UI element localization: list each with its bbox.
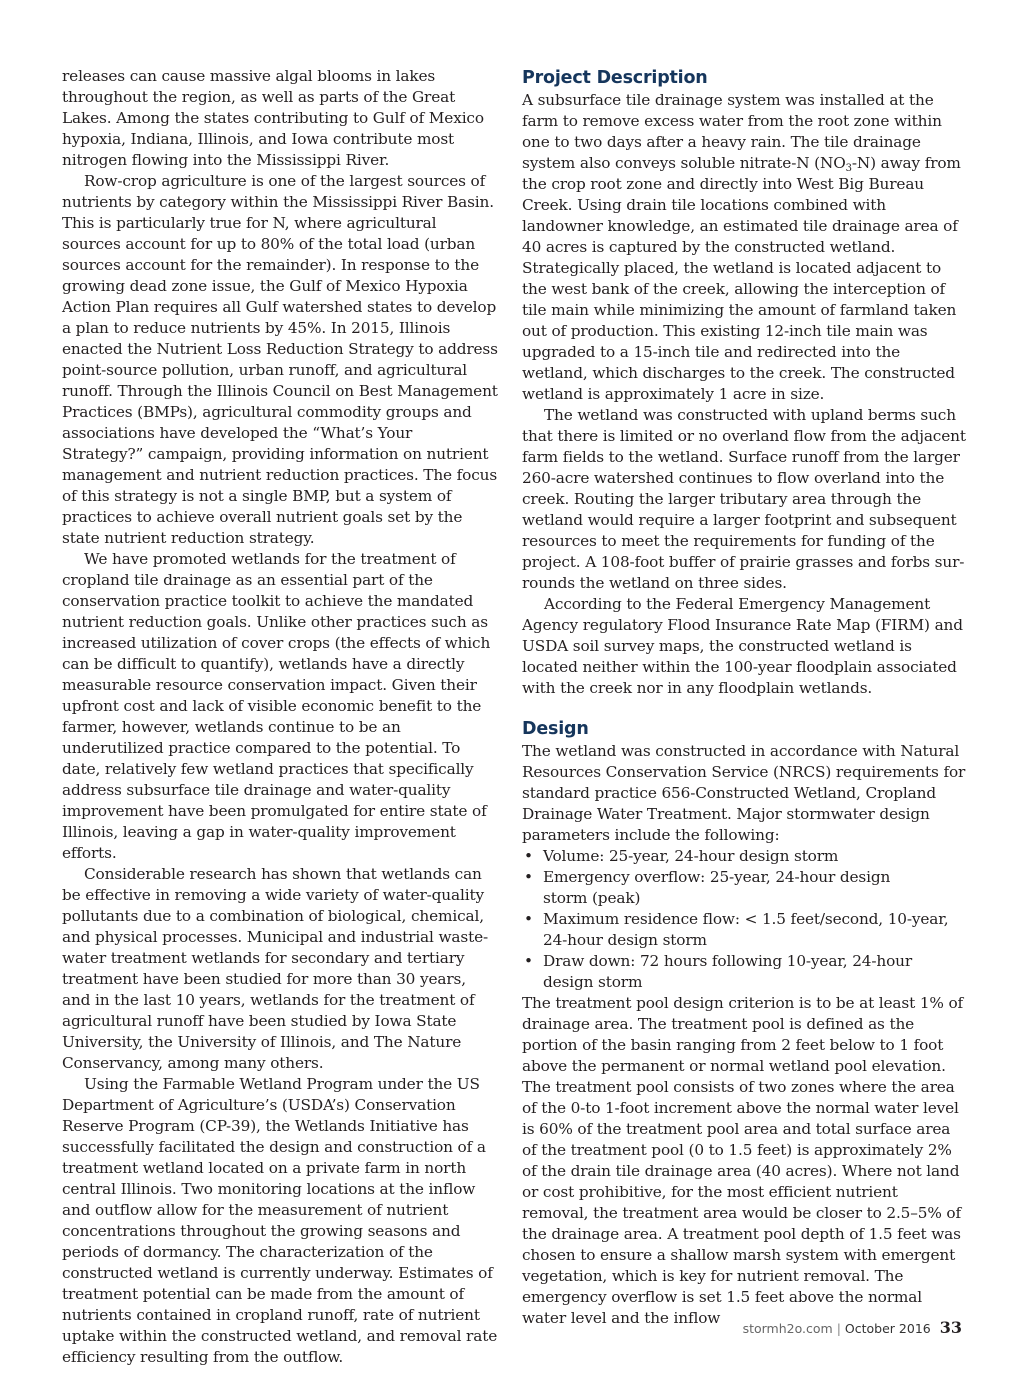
footer-issue-date: October 2016 — [844, 1321, 931, 1336]
footer-separator: | — [836, 1321, 841, 1336]
list-item-line: • Maximum residence flow: < 1.5 feet/second, 10-year, — [543, 910, 949, 928]
design-heading: Design — [522, 719, 589, 739]
body-paragraph: We have promoted wetlands for the treatment of cropland tile drainage as an essential part of the conservation practice toolkit to achieve the mandated nutrient reduction goals. Unlike other practices such as increased utilization of cover crops (the effects of which can be difficult to quantify), wetlands have a directly measurable resource conservation impact. Given their upfront cost and lack of visible economic benefit to the farmer, however, wetlands continue to be an underutilized practice compared to the potential. To date, relatively few wetland practices that specifically address subsurface tile drainage and water-quality improvement have been promulgated for entire state of Illinois, leaving a gap in water-quality improvement efforts. — [62, 550, 491, 862]
body-paragraph — [522, 90, 966, 405]
list-item-line: 24-hour design storm — [543, 931, 707, 949]
list-item — [522, 909, 966, 951]
list-item — [522, 846, 966, 867]
subscript-three: 3 — [845, 163, 852, 174]
list-item-line: design storm — [543, 973, 643, 991]
nitrate-text-start: A subsurface tile drainage system was installed at the farm to remove excess water from the root zone within one to two days after a heavy rain. The tile drainage system also conveys soluble nitrate-N (NO — [522, 91, 942, 172]
list-item-line: • Emergency overflow: 25-year, 24-hour design — [543, 868, 891, 886]
body-paragraph: The wetland was constructed with upland berms such that there is limited or no overland flow from the adjacent farm fields to the wetland. Surface runoff from the larger 260-acre watershed continues to flow overland into the creek. Routing the larger tributary area through the wetland would require a larger footprint and subsequent resources to meet the requirements for funding of the project. A 108-foot buffer of prairie grasses and forbs surrounds the wetland on three sides. — [522, 406, 966, 592]
project-description-heading: Project Description — [522, 68, 708, 88]
body-paragraph: Considerable research has shown that wetlands can be effective in removing a wide variety of water-quality pollutants due to a combination of biological, chemical, and physical processes. Municipal and industrial wastewater treatment wetlands for secondary and tertiary treatment have been studied for more than 30 years, and in the last 10 years, wetlands for the treatment of agricultural runoff have been studied by Iowa State University, the University of Illinois, and The Nature Conservancy, among many others. — [62, 865, 489, 1072]
design-parameters-list — [522, 846, 966, 993]
body-paragraph: The treatment pool design criterion is to be at least 1% of drainage area. The treatment pool is defined as the portion of the basin ranging from 2 feet below to 1 foot above the permanent or normal wetland pool elevation. The treatment pool consists of two zones where the area of the 0-to 1-foot increment above the normal water level is 60% of the treatment pool area and total surface area of the treatment pool (0 to 1.5 feet) is approximately 2% of the drain tile drainage area (40 acres). Where not land or cost prohibitive, for the most efficient nutrient removal, the treatment area would be closer to 2.5–5% of the drainage area. A treatment pool depth of 1.5 feet was chosen to ensure a shallow marsh system with emergent vegetation, which is key for nutrient removal. The emergency overflow is set 1.5 feet above the normal water level and the inflow — [522, 994, 964, 1327]
list-item-line: • Volume: 25-year, 24-hour design storm — [543, 847, 839, 865]
nitrate-text-end: -N) away from the crop root zone and directly into West Big Bureau Creek. Using drain tile locations combined with landowner knowledge, an estimated tile drainage area of 40 acres is captured by the constructed wetland. Strategically placed, the wetland is located adjacent to the west bank of the creek, allowing the interception of tile main while minimizing the amount of farmland taken out of production. This existing 12-inch tile main was upgraded to a 15-inch tile and redirected into the wetland, which discharges to the creek. The constructed wetland is approximately 1 acre in size. — [522, 154, 961, 403]
body-paragraph: Using the Farmable Wetland Program under the US Department of Agriculture’s (USDA’s) Conservation Reserve Program (CP-39), the Wetlands Initiative has successfully facilitated the design and construction of a treatment wetland located on a private farm in north central Illinois. Two monitoring locations at the inflow and outflow allow for the measurement of nutrient concentrations throughout the growing seasons and periods of dormancy. The characterization of the constructed wetland is currently underway. Estimates of treatment potential can be made from the amount of nutrients contained in cropland runoff, rate of nutrient uptake within the constructed wetland, and removal rate efficiency resulting from the outflow. — [62, 1075, 498, 1366]
list-item — [522, 951, 966, 993]
list-item-line: • Draw down: 72 hours following 10-year, 24-hour — [543, 952, 913, 970]
page-number: 33 — [939, 1318, 962, 1337]
left-column — [62, 66, 498, 1368]
list-item — [522, 867, 966, 909]
body-paragraph: releases can cause massive algal blooms in lakes throughout the region, as well as parts of the Great Lakes. Among the states contributing to Gulf of Mexico hypoxia, Indiana, Illinois, and Iowa contribute most nitrogen flowing into the Mississippi River. — [62, 67, 484, 169]
body-paragraph: According to the Federal Emergency Management Agency regulatory Flood Insurance Rate Map (FIRM) and USDA soil survey maps, the constructed wetland is located neither within the 100-year floodplain associated with the creek nor in any floodplain wetlands. — [522, 595, 963, 697]
list-item-line: storm (peak) — [543, 889, 641, 907]
body-paragraph: The wetland was constructed in accordance with Natural Resources Conservation Service (NRCS) requirements for standard practice 656-Constructed Wetland, Cropland Drainage Water Treatment. Major stormwater design parameters include the following: — [522, 742, 966, 844]
body-paragraph: Row-crop agriculture is one of the largest sources of nutrients by category within the Mississippi River Basin. This is particularly true for N, where agricultural sources account for up to 80% of the total load (urban sources account for the remainder). In response to the growing dead zone issue, the Gulf of Mexico Hypoxia Action Plan requires all Gulf watershed states to develop a plan to reduce nutrients by 45%. In 2015, Illinois enacted the Nutrient Loss Reduction Strategy to address point-source pollution, urban runoff, and agricultural runoff. Through the Illinois Council on Best Management Practices (BMPs), agricultural commodity groups and associations have developed the “What’s Your Strategy?” campaign, providing information on nutrient management and nutrient reduction practices. The focus of this strategy is not a single BMP, but a system of practices to achieve overall nutrient goals set by the state nutrient reduction strategy. — [62, 172, 498, 547]
right-column — [522, 66, 966, 1329]
footer-website: stormh2o.com — [742, 1321, 833, 1336]
page-footer — [743, 1318, 962, 1337]
